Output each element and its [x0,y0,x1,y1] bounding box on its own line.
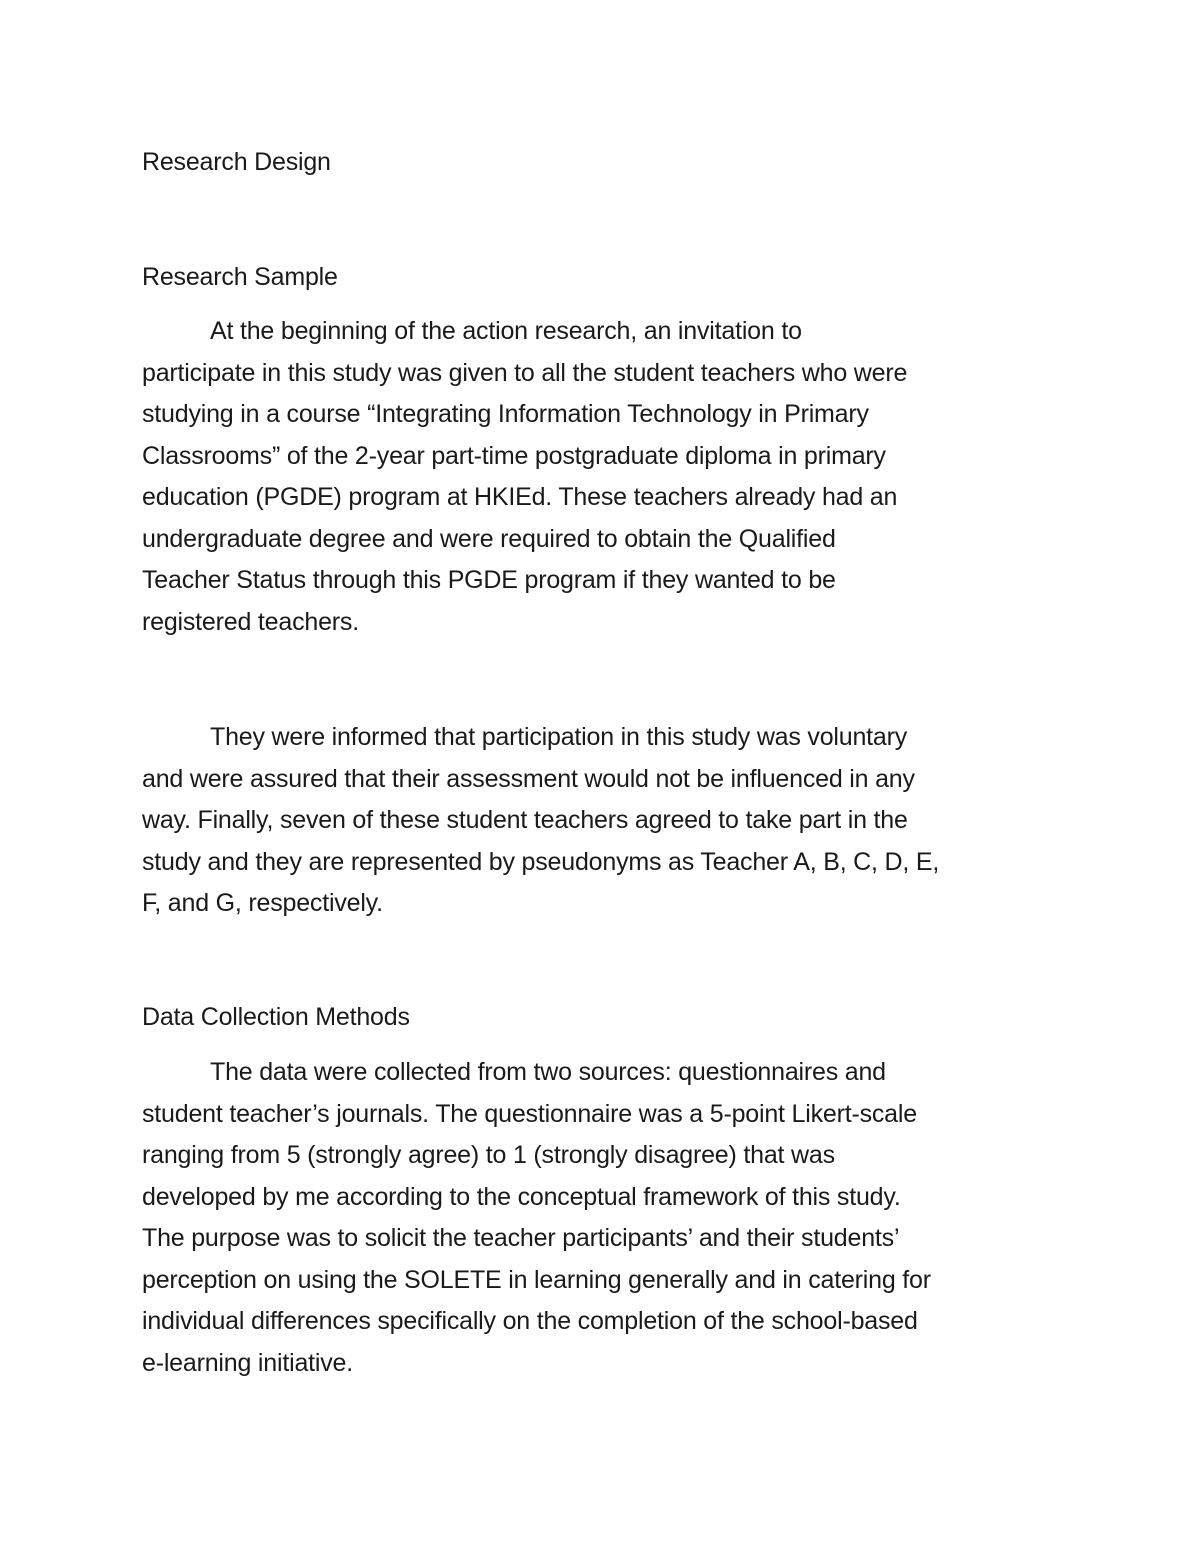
document-title: Research Design [142,148,331,176]
section-heading-research-sample: Research Sample [142,263,338,291]
paragraph-research-sample-1 [142,311,1072,643]
paragraph-line: education (PGDE) program at HKIEd. These teachers already had an [142,483,898,511]
paragraph-line: The purpose was to solicit the teacher participants’ and their students’ [142,1224,900,1252]
paragraph-research-sample-2 [142,717,1072,925]
paragraph-line: study and they are represented by pseudonyms as Teacher A, B, C, D, E, [142,847,940,876]
paragraph-line: Classrooms” of the 2-year part-time postgraduate diploma in primary [142,441,886,470]
paragraph-line: studying in a course “Integrating Information Technology in Primary [142,400,869,428]
paragraph-line: ranging from 5 (strongly agree) to 1 (strongly disagree) that was [142,1141,835,1169]
paragraph-line: student teacher’s journals. The questionnaire was a 5-point Likert-scale [142,1099,917,1128]
paragraph-line: Teacher Status through this PGDE program if they wanted to be [142,566,836,594]
paragraph-line: registered teachers. [142,607,359,636]
paragraph-line: The data were collected from two sources: questionnaires and [210,1058,886,1086]
paragraph-line: and were assured that their assessment would not be influenced in any [142,764,915,793]
paragraph-line: participate in this study was given to all the student teachers who were [142,358,908,387]
paragraph-line: F, and G, respectively. [142,889,383,917]
paragraph-line: e-learning initiative. [142,1348,353,1377]
paragraph-line: They were informed that participation in this study was voluntary [210,723,908,751]
paragraph-line: perception on using the SOLETE in learning generally and in catering for [142,1265,931,1294]
paragraph-data-collection-1 [142,1052,1072,1384]
paragraph-line: individual differences specifically on the completion of the school-based [142,1307,918,1335]
paragraph-line: way. Finally, seven of these student teachers agreed to take part in the [142,806,908,834]
paragraph-line: undergraduate degree and were required to obtain the Qualified [142,524,836,553]
paragraph-line: At the beginning of the action research, an invitation to [210,317,802,345]
paragraph-line: developed by me according to the conceptual framework of this study. [142,1182,901,1211]
section-heading-data-collection: Data Collection Methods [142,1003,410,1031]
